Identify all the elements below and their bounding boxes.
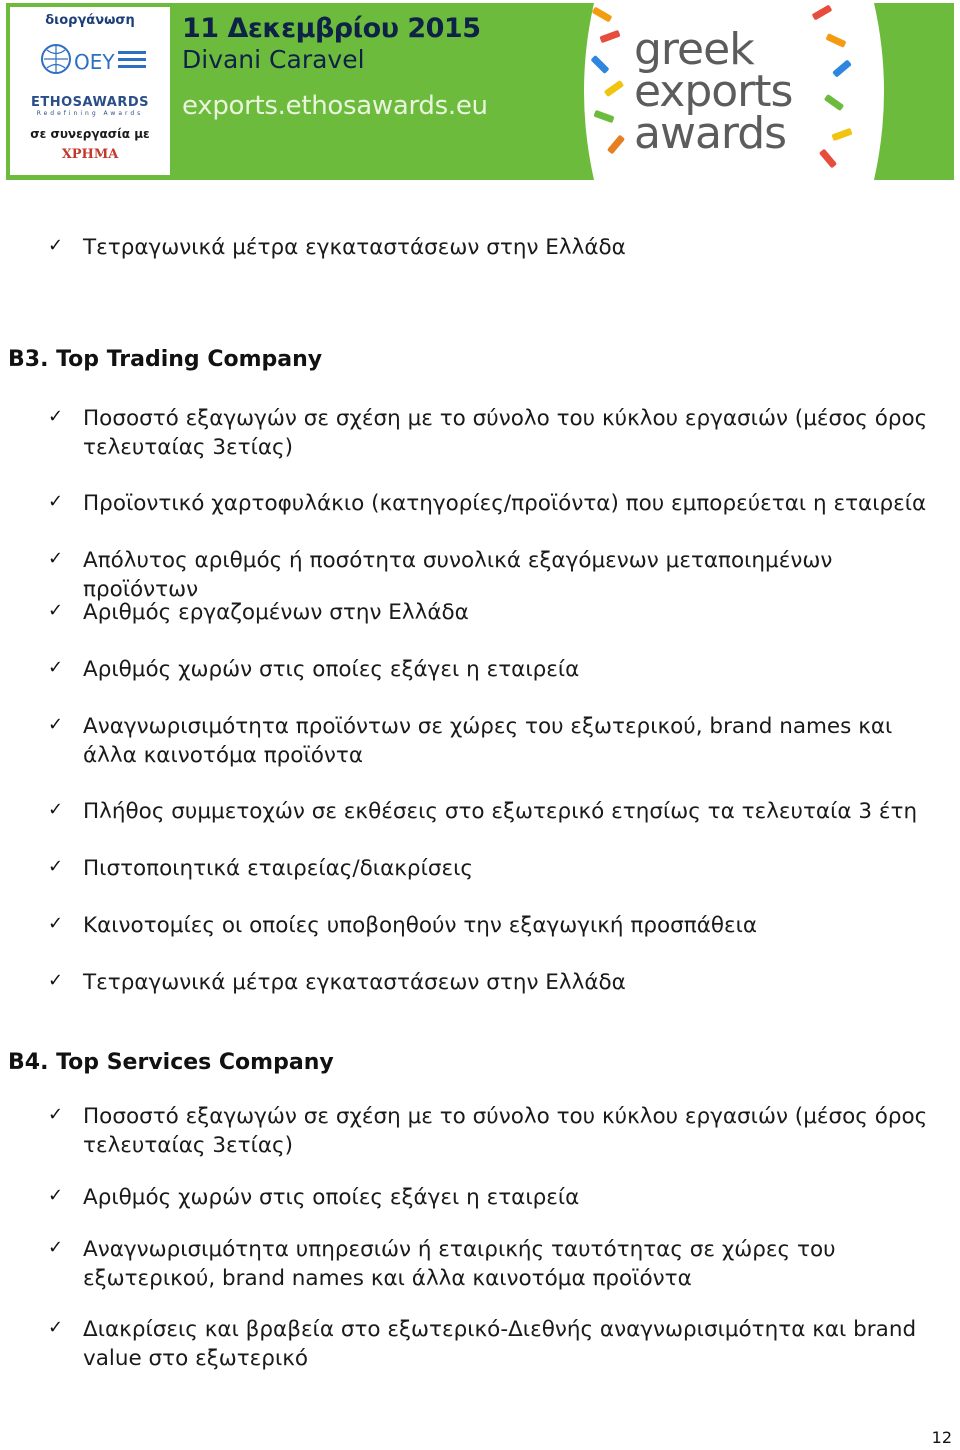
list-item-text: Προϊοντικό χαρτοφυλάκιο (κατηγορίες/προϊόντα) που εμπορεύεται η εταιρεία (83, 491, 927, 516)
check-icon: ✓ (48, 548, 64, 569)
partner-logo: ΧΡΗΜΑ (61, 147, 119, 162)
event-venue: Divani Caravel (182, 45, 365, 74)
check-icon: ✓ (48, 235, 64, 256)
list-item-text: Αριθμός χωρών στις οποίες εξάγει η εταιρεία (83, 657, 580, 682)
check-icon: ✓ (48, 970, 64, 991)
oey-logo-text: ΟΕΥ (74, 50, 115, 74)
list-item-text: Ποσοστό εξαγωγών σε σχέση με το σύνολο του κύκλου εργασιών (μέσος όρος τελευταίας 3ετίας) (83, 406, 928, 460)
check-icon: ✓ (48, 799, 64, 820)
award-title-line: awards (634, 108, 787, 159)
section-heading-b3: Β3. Top Trading Company (8, 347, 323, 372)
list-item-text: Καινοτομίες οι οποίες υποβοηθούν την εξαγωγική προσπάθεια (83, 913, 758, 938)
award-title-line: exports (634, 66, 793, 117)
page-number: 12 (931, 1428, 952, 1447)
check-icon: ✓ (48, 913, 64, 934)
check-icon: ✓ (48, 600, 64, 621)
check-icon: ✓ (48, 657, 64, 678)
list-item-text: Αριθμός χωρών στις οποίες εξάγει η εταιρεία (83, 1185, 580, 1210)
list-item-text: Αναγνωρισιμότητα υπηρεσιών ή εταιρικής ταυτότητας σε χώρες του εξωτερικού, brand names και άλλα καινοτόμα προϊόντα (83, 1237, 836, 1291)
check-icon: ✓ (48, 491, 64, 512)
list-item-text: Αριθμός εργαζομένων στην Ελλάδα (83, 600, 469, 625)
header-banner (6, 3, 954, 180)
list-item-text: Ποσοστό εξαγωγών σε σχέση με το σύνολο του κύκλου εργασιών (μέσος όρος τελευταίας 3ετίας) (83, 1104, 928, 1158)
check-icon: ✓ (48, 406, 64, 427)
event-date: 11 Δεκεμβρίου 2015 (182, 13, 481, 44)
list-item-text: Πλήθος συμμετοχών σε εκθέσεις στο εξωτερικό ετησίως τα τελευταία 3 έτη (83, 799, 918, 824)
organizer-box (10, 7, 170, 175)
award-title-line: greek (634, 24, 754, 75)
ethos-awards-logo: ETHOSAWARDS (31, 95, 149, 110)
greek-exports-awards-logo (634, 24, 793, 159)
organizer-label: διοργάνωση (45, 13, 135, 28)
event-url: exports.ethosawards.eu (182, 91, 488, 121)
list-item-text: Τετραγωνικά μέτρα εγκαταστάσεων στην Ελλάδα (83, 970, 626, 995)
list-item-text: Πιστοποιητικά εταιρείας/διακρίσεις (83, 856, 473, 881)
list-item-text: Απόλυτος αριθμός ή ποσότητα συνολικά εξαγόμενων μεταποιημένων προϊόντων (83, 548, 833, 602)
check-icon: ✓ (48, 1104, 64, 1125)
check-icon: ✓ (48, 856, 64, 877)
check-icon: ✓ (48, 1237, 64, 1258)
oey-logo-icon (38, 37, 148, 87)
ethos-awards-subtitle: Redefining Awards (36, 110, 144, 117)
list-item-text: Διακρίσεις και βραβεία στο εξωτερικό-Διεθνής αναγνωρισιμότητα και brand value στο εξωτερικό (83, 1317, 917, 1371)
check-icon: ✓ (48, 1317, 64, 1338)
list-item-text: Αναγνωρισιμότητα προϊόντων σε χώρες του εξωτερικού, brand names και άλλα καινοτόμα προϊόντα (83, 714, 893, 768)
cooperation-label: σε συνεργασία με (30, 127, 150, 141)
check-icon: ✓ (48, 1185, 64, 1206)
section-heading-b4: Β4. Top Services Company (8, 1050, 334, 1075)
check-icon: ✓ (48, 714, 64, 735)
list-item-text: Τετραγωνικά μέτρα εγκαταστάσεων στην Ελλάδα (83, 235, 626, 260)
